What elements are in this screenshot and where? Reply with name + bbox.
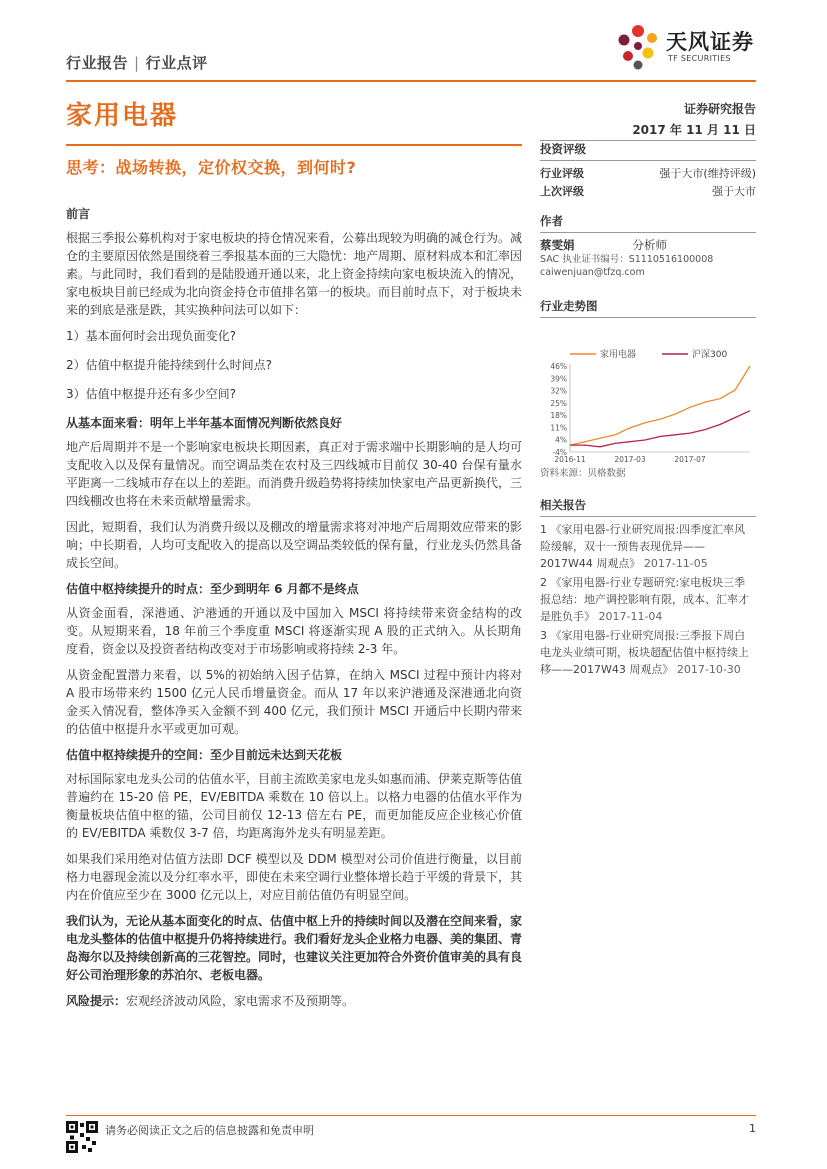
series-line-1: [570, 411, 750, 447]
company-logo: [612, 20, 772, 75]
related-report-2[interactable]: 2 《家用电器-行业专题研究:家电板块三季报总结：地产调控影响有限，成本、汇率才是胜负手》 2017-11-04: [540, 576, 749, 623]
chart-source: 资料来源：贝格数据: [540, 468, 626, 479]
rating-current: [540, 165, 756, 183]
paragraph-fundamentals-1: 地产后周期并不是一个影响家电板块长期因素，真正对于需求端中长期影响的是人均可支配收入以及保有量情况。而空调品类在农村及三四线城市目前仅 30-40 台保有量水平距离一二线城市存在以上的差距。而消费升级趋势将持续加快家电产品更新换代，三四线棚改也将在未来贡献增量需求。: [66, 440, 523, 508]
author-panel: [540, 213, 756, 279]
report-title: 思考：战场转换，定价权交换，到何时?: [66, 158, 357, 177]
question-1: 1）基本面何时会出现负面变化?: [66, 329, 237, 343]
category-separator: |: [134, 54, 140, 72]
paragraph-timing-1: 从资金面看，深港通、沪港通的开通以及中国加入 MSCI 将持续带来资金结构的改变。从短期来看，18 年前三个季度重 MSCI 将逐渐实现 A 股的正式纳入。从长期角度看，资金以及投资者结构改变对于市场影响或将持续 2-3 年。: [66, 606, 522, 656]
footer-divider: [66, 1115, 756, 1116]
rating-current-value: 强于大市(维持评级): [659, 167, 756, 180]
risk-warning: [66, 992, 522, 1010]
author-role: 分析师: [632, 238, 667, 252]
section-heading-timing: 估值中枢持续提升的时点：至少到明年 6 月都不是终点: [66, 582, 359, 596]
x-tick-label: 2017-07: [674, 455, 706, 462]
series-line-0: [570, 366, 750, 445]
rating-section-title: 投资评级: [540, 141, 756, 161]
logo-petals-icon: [612, 20, 664, 72]
header-divider: [66, 80, 756, 82]
legend-label-1: 沪深300: [692, 350, 728, 360]
industry-title: 家用电器: [66, 101, 179, 131]
author-name: 蔡雯娟: [540, 238, 575, 252]
question-3: 3）估值中枢提升还有多少空间?: [66, 387, 237, 401]
y-tick-label: 46%: [550, 362, 567, 371]
y-tick-label: 39%: [550, 374, 567, 384]
y-tick-label: 18%: [550, 411, 567, 421]
section-heading-space: 估值中枢持续提升的空间：至少目前远未达到天花板: [66, 748, 343, 762]
paragraph-space-1: 对标国际家电龙头公司的估值水平，目前主流欧美家电龙头如惠而浦、伊莱克斯等估值普遍约在 15-20 倍 PE，EV/EBITDA 乘数在 10 倍以上。以格力电器的估值水平作为衡量板块估值中枢的锚，公司目前仅 12-13 倍左右 PE，而更加能反应企业核心价值的 EV/EBITDA 乘数仅 3-7 倍，均距离海外龙头有明显差距。: [66, 772, 523, 840]
y-tick-label: 11%: [550, 423, 567, 433]
author-section-title: 作者: [540, 213, 756, 233]
logo-name: 天风证券: [666, 30, 754, 54]
main-content: [66, 205, 522, 1018]
y-tick-label: 32%: [550, 386, 567, 396]
preface-heading: 前言: [66, 207, 91, 221]
conclusion-paragraph: 我们认为，无论从基本面变化的时点、估值中枢上升的持续时间以及潜在空间来看，家电龙头整体的估值中枢提升仍将持续进行。我们看好龙头企业格力电器、美的集团、青岛海尔以及持续创新高的三花智控。同时，也建议关注更加符合外资价值审美的具有良好公司治理形象的苏泊尔、老板电器。: [66, 914, 523, 982]
preface-paragraph: 根据三季报公募机构对于家电板块的持仓情况来看，公募出现较为明确的减仓行为。减仓的主要原因依然是围绕着三季报基本面的三大隐忧：地产周期、原材料成本和汇率因素。与此同时，我们看到的是陆股通开通以来，北上资金持续向家电板块流入的情况，家电板块目前已经成为北向资金持仓市值排名第一的板块。而目前时点下，对于板块未来的到底是涨是跌，其实换种问法可以如下：: [66, 231, 523, 317]
chart-panel: [540, 298, 756, 480]
y-tick-label: 25%: [550, 398, 567, 408]
risk-label: 风险提示：: [66, 994, 127, 1008]
page-number: 1: [749, 1122, 756, 1135]
author-license: SAC 执业证书编号：S1110516100008: [540, 254, 714, 265]
report-category: [66, 52, 208, 73]
related-section-title: 相关报告: [540, 497, 756, 517]
related-report-1[interactable]: 1 《家用电器-行业研究周报:四季度汇率风险缓解，双十一预售表现优异——2017W44 周观点》 2017-11-05: [540, 523, 746, 570]
report-type: 证券研究报告: [683, 102, 756, 116]
rating-previous: [540, 183, 756, 201]
x-tick-label: 2017-03: [614, 455, 646, 462]
y-tick-label: -4%: [552, 448, 567, 457]
author-email[interactable]: caiwenjuan@tfzq.com: [540, 267, 645, 278]
section-heading-fundamentals: 从基本面来看：明年上半年基本面情况判断依然良好: [66, 416, 343, 430]
paragraph-timing-2: 从资金配置潜力来看，以 5%的初始纳入因子估算，在纳入 MSCI 过程中预计内将对 A 股市场带来约 1500 亿元人民币增量资金。而从 17 年以来沪港通及深港通北向资金买入情况看，整体净买入金额不到 400 亿元，我们预计 MSCI 开通后中长期内带来的估值中枢提升水平或更加可观。: [66, 668, 522, 736]
question-2: 2）估值中枢提升能持续到什么时间点?: [66, 358, 273, 372]
rating-panel: [540, 141, 756, 201]
report-date: 2017 年 11 月 11 日: [632, 123, 756, 137]
y-tick-label: 4%: [555, 435, 567, 445]
title-divider: [66, 144, 522, 146]
legend-label-0: 家用电器: [600, 350, 637, 360]
related-report-3[interactable]: 3 《家用电器-行业研究周报:三季报下周白电龙头业绩可期，板块超配估值中枢持续上移——2017W43 周观点》 2017-10-30: [540, 629, 749, 676]
chart-section-title: 行业走势图: [540, 298, 756, 318]
qr-code-icon: [66, 1121, 98, 1153]
x-tick-label: 2016-11: [554, 455, 586, 462]
rating-current-label: 行业评级: [540, 167, 584, 180]
logo-subtitle: TF SECURITIES: [668, 54, 731, 63]
category-industry-report: 行业报告: [66, 54, 129, 72]
industry-trend-chart: [540, 322, 756, 462]
category-industry-review: 行业点评: [145, 54, 208, 72]
paragraph-fundamentals-2: 因此，短期看，我们认为消费升级以及棚改的增量需求将对冲地产后周期效应带来的影响；中长期看，人均可支配收入的提高以及空调品类较低的保有量，行业龙头仍然具备成长空间。: [66, 520, 523, 570]
footer-disclaimer[interactable]: 请务必阅读正文之后的信息披露和免责申明: [105, 1124, 314, 1137]
related-reports-panel: [540, 497, 756, 680]
author-line: [540, 237, 756, 253]
rating-previous-label: 上次评级: [540, 185, 584, 198]
paragraph-space-2: 如果我们采用绝对估值方法即 DCF 模型以及 DDM 模型对公司价值进行衡量，以目前格力电器现金流以及分红率水平，即使在未来空调行业整体增长趋于平缓的背景下，其内在价值应至少在 3000 亿元以上，对应目前估值仍有明显空间。: [66, 852, 523, 902]
rating-previous-value: 强于大市: [712, 185, 756, 198]
risk-text: 宏观经济波动风险，家电需求不及预期等。: [126, 994, 355, 1008]
